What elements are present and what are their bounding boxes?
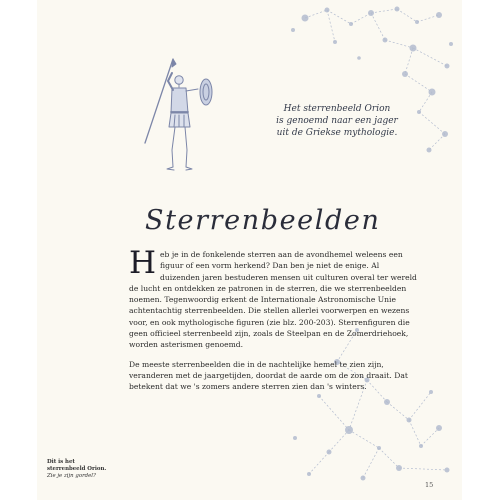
- page-number: 15: [425, 481, 434, 489]
- star-dot: [377, 446, 381, 450]
- star-dot: [445, 468, 450, 473]
- star-dot: [419, 444, 423, 448]
- side-note-line: Dit is het: [47, 459, 75, 465]
- constellation-line: [363, 448, 379, 478]
- star-dot: [436, 425, 442, 431]
- star-dot: [345, 426, 353, 434]
- star-dot: [445, 64, 450, 69]
- constellation-line: [405, 74, 432, 92]
- star-dot: [349, 22, 353, 26]
- star-dot: [427, 148, 432, 153]
- constellation-line: [379, 448, 399, 468]
- star-dot: [396, 465, 402, 471]
- star-dot: [291, 28, 295, 32]
- book-page: [37, 0, 462, 500]
- star-dot: [395, 7, 400, 12]
- constellation-line: [413, 48, 447, 66]
- constellation-line: [371, 13, 385, 40]
- star-dot: [307, 472, 311, 476]
- star-dot: [407, 418, 412, 423]
- caption-line: uit de Griekse mythologie.: [276, 128, 398, 138]
- constellation-line: [387, 402, 409, 420]
- constellation-line: [329, 430, 349, 452]
- star-dot: [361, 476, 366, 481]
- star-dot: [293, 436, 297, 440]
- constellation-line: [385, 40, 413, 48]
- side-note-line: Zie je zijn gordel?: [47, 473, 96, 479]
- side-note: [47, 459, 127, 480]
- constellation-line: [305, 10, 327, 18]
- constellation-line: [371, 9, 397, 13]
- star-dot: [436, 12, 442, 18]
- constellation-line: [409, 420, 421, 446]
- drop-cap: H: [129, 245, 157, 281]
- caption-line: Het sterrenbeeld Orion: [283, 104, 391, 114]
- constellation-line: [405, 48, 413, 74]
- orion-hunter-icon: [142, 55, 232, 185]
- star-dot: [442, 131, 448, 137]
- star-dot: [429, 390, 433, 394]
- page-title: Sterrenbeelden: [145, 205, 381, 236]
- caption-line: is genoemd naar een jager: [276, 116, 398, 126]
- constellation-line: [327, 10, 351, 24]
- star-dot: [357, 56, 361, 60]
- star-dot: [429, 89, 436, 96]
- constellation-line: [319, 396, 349, 430]
- constellation-line: [399, 468, 447, 470]
- article-body: [129, 245, 419, 401]
- star-dot: [302, 15, 309, 22]
- constellation-line: [429, 134, 445, 150]
- star-dot: [368, 10, 374, 16]
- star-dot: [325, 8, 330, 13]
- constellation-line: [309, 452, 329, 474]
- star-dot: [449, 42, 453, 46]
- star-dot: [402, 71, 408, 77]
- star-dot: [383, 38, 388, 43]
- paragraph-text: eb je in de fonkelende sterren aan de avondhemel weleens een figuur of een vorm herkend? Dan ben je niet de enige. Al duizenden jaren bestuderen mensen uit culturen overal ter wereld de lucht en ontdekken ze patronen in de sterren, die we sterrenbeelden noemen. Tegenwoordig erkent de Internationale Astronomische Unie achtentachtig sterrenbeelden. Die stellen allerlei voorwerpen en wezens voor, en ook mythologische figuren (zie blz. 200-203). Sterrenfiguren die geen officieel sterrenbeeld zijn, zoals de Steelpan en de Zomerdriehoek, worden asterismen genoemd.: [129, 250, 417, 350]
- paragraph: De meeste sterrenbeelden die in de nachtelijke hemel te zien zijn, veranderen met de jaargetijden, doordat de aarde om de zon draait. Dat betekent dat we 's zomers andere sterren zien dan 's winters.: [129, 359, 408, 392]
- constellation-line: [349, 430, 379, 448]
- star-dot: [327, 450, 332, 455]
- star-dot: [410, 45, 417, 52]
- constellation-line: [397, 9, 417, 22]
- paragraph: [129, 245, 419, 351]
- constellation-line: [351, 13, 371, 24]
- illustration-caption: [247, 103, 427, 139]
- constellation-line: [327, 10, 335, 42]
- side-note-line: sterrenbeeld Orion.: [47, 466, 107, 472]
- constellation-line: [421, 428, 439, 446]
- star-dot: [333, 40, 337, 44]
- star-dot: [415, 20, 419, 24]
- constellation-line: [417, 15, 439, 22]
